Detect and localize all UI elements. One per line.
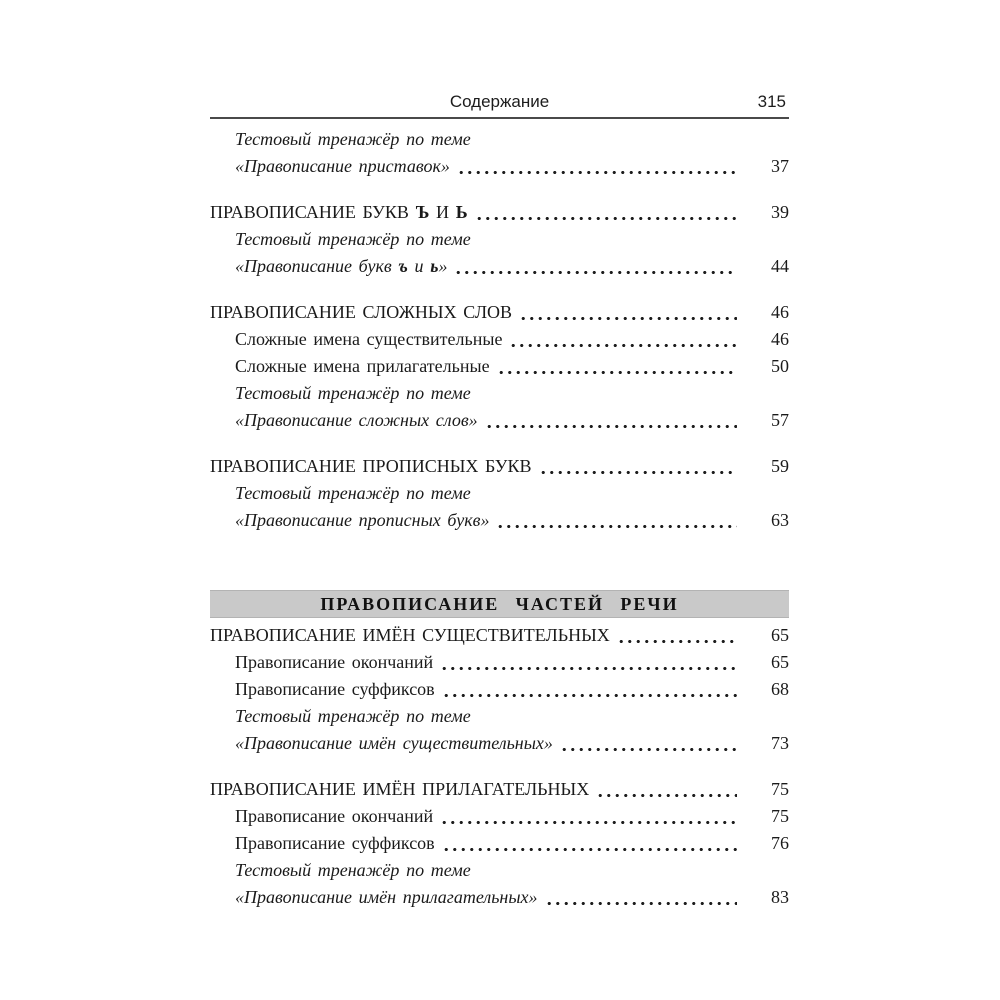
entry-title-bold-letter: ь xyxy=(430,256,439,276)
entry-title: Тестовый тренажёр по теме xyxy=(235,706,471,726)
entry-title xyxy=(210,199,468,226)
entry-page-number: 83 xyxy=(771,887,789,907)
toc-entry-trainer-line2 xyxy=(210,153,789,180)
dot-leader xyxy=(457,171,737,174)
entry-title-part: ПРАВОПИСАНИЕ БУКВ xyxy=(210,202,416,222)
entry-title-bold-letter: ъ xyxy=(398,256,408,276)
dot-leader xyxy=(519,317,737,320)
dot-leader xyxy=(509,344,737,347)
toc-entry-trainer-line2 xyxy=(210,507,789,534)
entry-page-number: 63 xyxy=(771,510,789,530)
toc-entry-chapter xyxy=(210,199,789,226)
dot-leader xyxy=(596,794,737,797)
entry-title-part: «Правописание букв xyxy=(235,256,399,276)
document-page xyxy=(207,90,792,910)
entry-page-number: 44 xyxy=(771,256,789,276)
toc-entry-chapter xyxy=(210,453,789,480)
toc-entry-chapter xyxy=(210,299,789,326)
entry-title: «Правописание сложных слов» xyxy=(235,410,478,430)
header-page-number: 315 xyxy=(757,92,786,111)
toc-entry-trainer-line1 xyxy=(210,703,789,730)
dot-leader xyxy=(560,748,737,751)
toc-entry-trainer-line1 xyxy=(210,226,789,253)
entry-page-number: 37 xyxy=(771,156,789,176)
toc-entry-trainer-line1 xyxy=(210,480,789,507)
dot-leader xyxy=(485,425,737,428)
entry-title: Сложные имена прилагательные xyxy=(235,356,490,376)
toc-entry-trainer-line2 xyxy=(210,730,789,757)
toc-entry-trainer-line2 xyxy=(210,884,789,910)
toc-entry-sub xyxy=(210,353,789,380)
entry-title-bold-letter: Ъ xyxy=(415,202,430,222)
dot-leader xyxy=(496,525,737,528)
entry-title: «Правописание имён прилагательных» xyxy=(235,887,538,907)
entry-title: Правописание окончаний xyxy=(235,806,434,826)
entry-title: ПРАВОПИСАНИЕ СЛОЖНЫХ СЛОВ xyxy=(210,302,513,322)
dot-leader xyxy=(454,271,737,274)
toc-entry-sub xyxy=(210,803,789,830)
header-title: Содержание xyxy=(449,92,550,111)
toc-list xyxy=(210,126,789,910)
entry-page-number: 73 xyxy=(771,733,789,753)
page-header xyxy=(210,90,789,119)
entry-title: Тестовый тренажёр по теме xyxy=(235,860,471,880)
entry-title: Тестовый тренажёр по теме xyxy=(235,483,471,503)
toc-entry-sub xyxy=(210,326,789,353)
dot-leader xyxy=(440,821,737,824)
entry-page-number: 65 xyxy=(771,625,789,645)
entry-title xyxy=(235,253,447,280)
entry-title-part: и xyxy=(407,256,431,276)
dot-leader xyxy=(617,640,737,643)
toc-entry-trainer-line1 xyxy=(210,380,789,407)
entry-title: Правописание окончаний xyxy=(235,652,434,672)
entry-page-number: 59 xyxy=(771,456,789,476)
entry-title: ПРАВОПИСАНИЕ ПРОПИСНЫХ БУКВ xyxy=(210,456,532,476)
dot-leader xyxy=(475,217,737,220)
entry-page-number: 50 xyxy=(771,356,789,376)
toc-entry-sub xyxy=(210,676,789,703)
dot-leader xyxy=(545,902,737,905)
entry-title: Сложные имена существительные xyxy=(235,329,503,349)
dot-leader xyxy=(497,371,737,374)
entry-title-part: » xyxy=(438,256,448,276)
entry-title-part: И xyxy=(429,202,456,222)
section-heading-label: ПРАВОПИСАНИЕ ЧАСТЕЙ РЕЧИ xyxy=(320,593,679,614)
entry-title-bold-letter: Ь xyxy=(455,202,468,222)
dot-leader xyxy=(539,471,737,474)
entry-page-number: 75 xyxy=(771,779,789,799)
entry-title: Тестовый тренажёр по теме xyxy=(235,129,471,149)
entry-title: Тестовый тренажёр по теме xyxy=(235,383,471,403)
entry-title: «Правописание приставок» xyxy=(235,156,450,176)
toc-entry-sub xyxy=(210,830,789,857)
section-heading-bar xyxy=(210,590,789,618)
entry-page-number: 65 xyxy=(771,652,789,672)
toc-entry-trainer-line1 xyxy=(210,126,789,153)
toc-entry-chapter xyxy=(210,776,789,803)
entry-title: ПРАВОПИСАНИЕ ИМЁН ПРИЛАГАТЕЛЬНЫХ xyxy=(210,779,590,799)
entry-title: «Правописание имён существительных» xyxy=(235,733,553,753)
entry-page-number: 57 xyxy=(771,410,789,430)
dot-leader xyxy=(442,694,737,697)
entry-page-number: 76 xyxy=(771,833,789,853)
dot-leader xyxy=(442,848,737,851)
entry-title: Тестовый тренажёр по теме xyxy=(235,229,471,249)
toc-entry-trainer-line2 xyxy=(210,407,789,434)
toc-entry-chapter xyxy=(210,622,789,649)
toc-entry-sub xyxy=(210,649,789,676)
toc-entry-trainer-line2 xyxy=(210,253,789,280)
entry-page-number: 39 xyxy=(771,202,789,222)
entry-page-number: 46 xyxy=(771,302,789,322)
entry-page-number: 75 xyxy=(771,806,789,826)
entry-title: Правописание суффиксов xyxy=(235,833,435,853)
entry-title: Правописание суффиксов xyxy=(235,679,435,699)
entry-page-number: 46 xyxy=(771,329,789,349)
entry-title: «Правописание прописных букв» xyxy=(235,510,490,530)
toc-entry-trainer-line1 xyxy=(210,857,789,884)
entry-title: ПРАВОПИСАНИЕ ИМЁН СУЩЕСТВИТЕЛЬНЫХ xyxy=(210,625,610,645)
entry-page-number: 68 xyxy=(771,679,789,699)
dot-leader xyxy=(440,667,737,670)
